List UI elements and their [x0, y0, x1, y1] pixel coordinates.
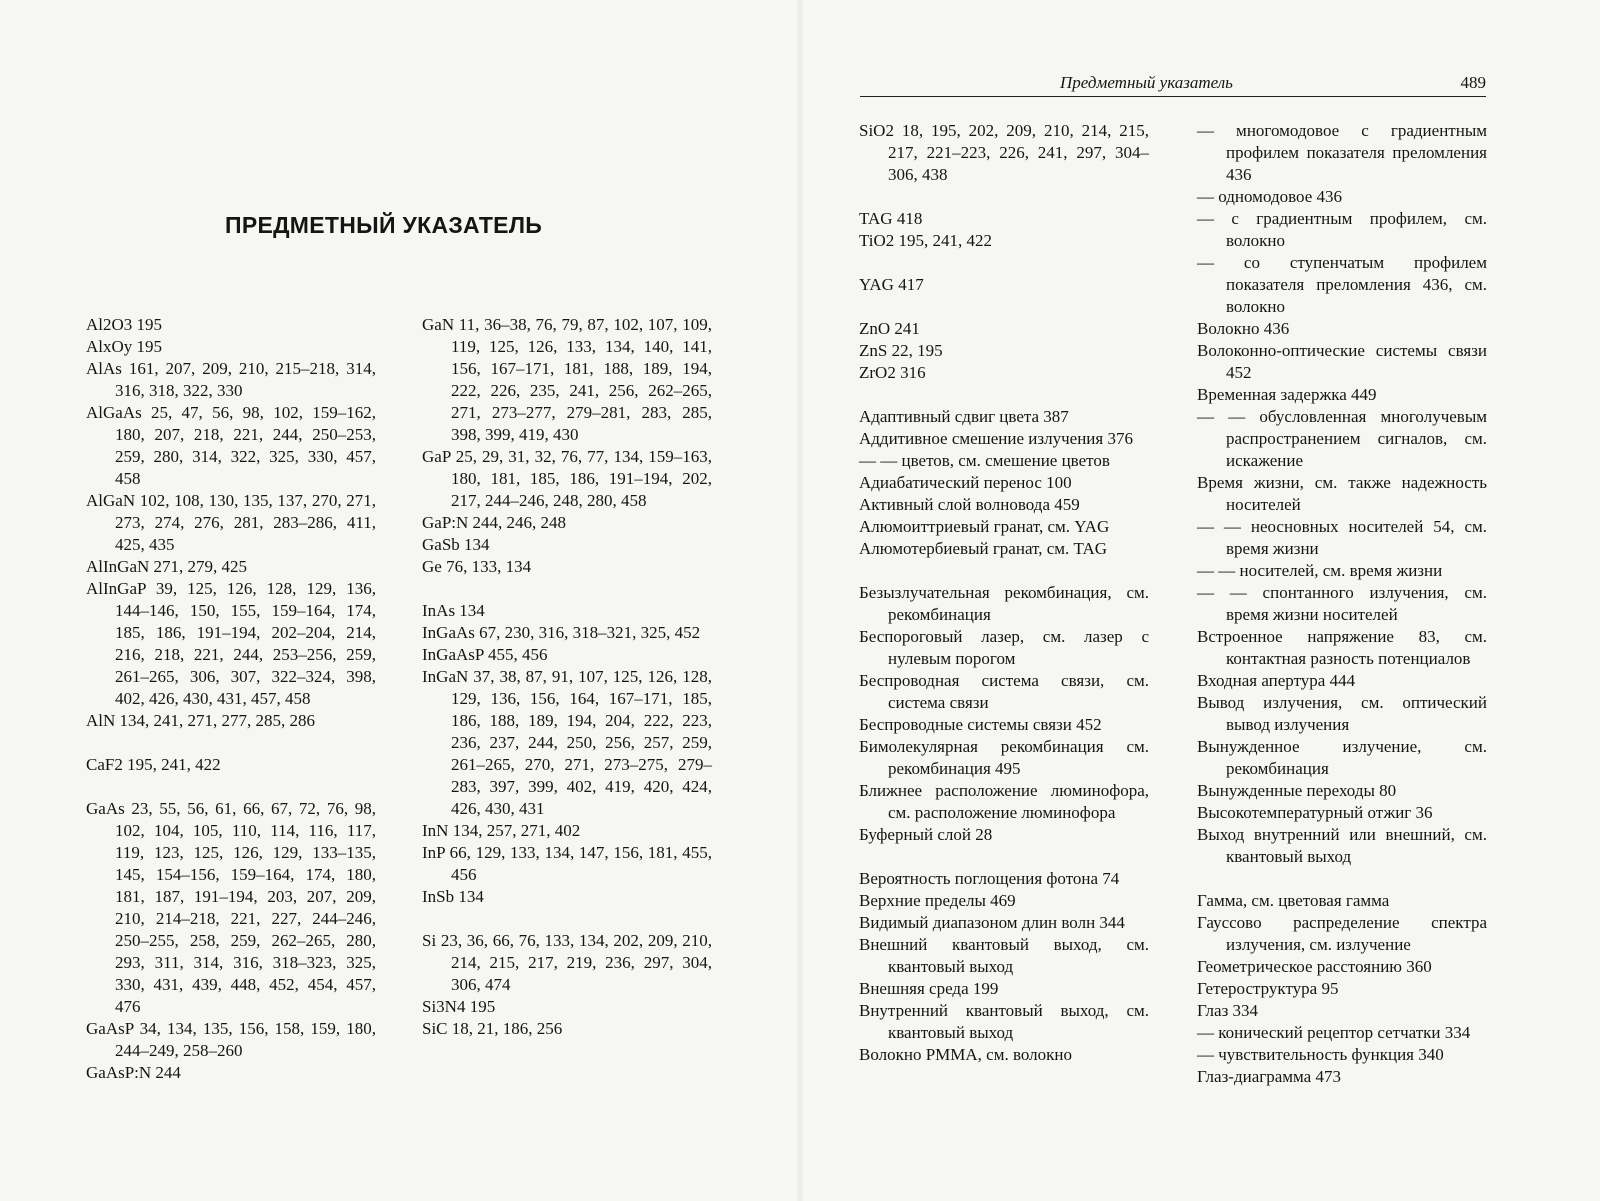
index-entry: Время жизни, см. также надежность носителей — [1197, 473, 1487, 514]
left-column-1 — [86, 314, 376, 1084]
section-gap — [422, 908, 712, 930]
index-entry: Гауссово распределение спектра излучения, см. излучение — [1197, 913, 1487, 954]
index-entry: Безызлучательная рекомбинация, см. рекомбинация — [859, 583, 1149, 624]
index-entry: Встроенное напряжение 83, см. контактная разность потенциалов — [1197, 627, 1487, 668]
index-entry: TAG 418 — [859, 209, 923, 228]
index-entry: Бимолекулярная рекомбинация см. рекомбинация 495 — [859, 737, 1149, 778]
section-gap — [859, 560, 1149, 582]
index-entry: InGaN 37, 38, 87, 91, 107, 125, 126, 128, 129, 136, 156, 164, 167–171, 185, 186, 188, 189, 194, 204, 222, 223, 236, 237, 244, 250, 256, 257, 259, 261–265, 270, 271, 273–275, 279–283, 397, 399, 402, 419, 420, 424, 426, 430, 431 — [422, 667, 712, 818]
index-entry: InSb 134 — [422, 887, 484, 906]
index-entry: Ближнее расположение люминофора, см. расположение люминофора — [859, 781, 1149, 822]
section-gap — [1197, 868, 1487, 890]
index-entry: Волокно 436 — [1197, 319, 1290, 338]
index-entry: AlxOy 195 — [86, 337, 163, 356]
section-gap — [86, 732, 376, 754]
index-entry: AlAs 161, 207, 209, 210, 215–218, 314, 316, 318, 322, 330 — [86, 359, 376, 400]
index-entry: — одномодовое 436 — [1197, 187, 1343, 206]
section-gap — [859, 186, 1149, 208]
index-entry: Видимый диапазоном длин волн 344 — [859, 913, 1125, 932]
index-entry: InP 66, 129, 133, 134, 147, 156, 181, 455, 456 — [422, 843, 712, 884]
index-entry: Вероятность поглощения фотона 74 — [859, 869, 1120, 888]
index-entry: Беспроводная система связи, см. система связи — [859, 671, 1149, 712]
index-entry: SiO2 18, 195, 202, 209, 210, 214, 215, 217, 221–223, 226, 241, 297, 304–306, 438 — [859, 121, 1149, 184]
index-entry: — чувствительность функция 340 — [1197, 1045, 1444, 1064]
index-entry: Верхние пределы 469 — [859, 891, 1016, 910]
section-gap — [86, 776, 376, 798]
index-entry: Si 23, 36, 66, 76, 133, 134, 202, 209, 210, 214, 215, 217, 219, 236, 297, 304, 306, 474 — [422, 931, 712, 994]
running-header-title: Предметный указатель — [1060, 73, 1233, 92]
index-entry: GaAsP 34, 134, 135, 156, 158, 159, 180, 244–249, 258–260 — [86, 1019, 376, 1060]
index-entry: Беспроводные системы связи 452 — [859, 715, 1102, 734]
right-page — [800, 0, 1600, 1201]
index-entry: Внутренний квантовый выход, см. квантовый выход — [859, 1001, 1149, 1042]
index-entry: ZnO 241 — [859, 319, 920, 338]
section-gap — [422, 578, 712, 600]
index-entry: Высокотемпературный отжиг 36 — [1197, 803, 1433, 822]
index-entry: Внешняя среда 199 — [859, 979, 999, 998]
index-entry: — — носителей, см. время жизни — [1197, 561, 1443, 580]
running-header — [860, 72, 1486, 97]
index-entry: AlN 134, 241, 271, 277, 285, 286 — [86, 711, 316, 730]
page-number: 489 — [1460, 73, 1486, 92]
index-entry: Ge 76, 133, 134 — [422, 557, 532, 576]
index-entry: Алюмоиттриевый гранат, см. YAG — [859, 517, 1110, 536]
index-entry: Адаптивный сдвиг цвета 387 — [859, 407, 1069, 426]
index-entry: Геометрическое расстоянию 360 — [1197, 957, 1432, 976]
section-gap — [859, 252, 1149, 274]
index-entry: Вынужденное излучение, см. рекомбинация — [1197, 737, 1487, 778]
index-entry: AlGaN 102, 108, 130, 135, 137, 270, 271, 273, 274, 276, 281, 283–286, 411, 425, 435 — [86, 491, 376, 554]
index-entry: Алюмотербиевый гранат, см. TAG — [859, 539, 1108, 558]
index-entry: SiC 18, 21, 186, 256 — [422, 1019, 563, 1038]
index-entry: Беспороговый лазер, см. лазер с нулевым порогом — [859, 627, 1149, 668]
index-entry: Волокно PMMA, см. волокно — [859, 1045, 1072, 1064]
index-entry: GaSb 134 — [422, 535, 490, 554]
index-entry: InN 134, 257, 271, 402 — [422, 821, 581, 840]
section-gap — [859, 846, 1149, 868]
index-entry: InGaAs 67, 230, 316, 318–321, 325, 452 — [422, 623, 701, 642]
right-column-2 — [1197, 120, 1487, 1088]
index-entry: Входная апертура 444 — [1197, 671, 1356, 690]
index-entry: InGaAsP 455, 456 — [422, 645, 548, 664]
index-entry: GaP:N 244, 246, 248 — [422, 513, 567, 532]
index-entry: — — обусловленная многолучевым распространением сигналов, см. искажение — [1197, 407, 1487, 470]
index-entry: InAs 134 — [422, 601, 485, 620]
index-entry: AlInGaN 271, 279, 425 — [86, 557, 248, 576]
index-entry: — — спонтанного излучения, см. время жизни носителей — [1197, 583, 1487, 624]
index-entry: GaAsP:N 244 — [86, 1063, 181, 1082]
index-entry: CaF2 195, 241, 422 — [86, 755, 221, 774]
index-entry: — многомодовое с градиентным профилем показателя преломления 436 — [1197, 121, 1487, 184]
index-entry: — — неосновных носителей 54, см. время жизни — [1197, 517, 1487, 558]
index-entry: GaN 11, 36–38, 76, 79, 87, 102, 107, 109, 119, 125, 126, 133, 134, 140, 141, 156, 167–171, 181, 188, 189, 194, 222, 226, 235, 241, 256, 262–265, 271, 273–277, 279–281, 283, 285, 398, 399, 419, 430 — [422, 315, 712, 444]
index-entry: ZrO2 316 — [859, 363, 926, 382]
index-entry: Аддитивное смешение излучения 376 — [859, 429, 1133, 448]
index-title: ПРЕДМЕТНЫЙ УКАЗАТЕЛЬ — [225, 212, 543, 238]
index-entry: Выход внутренний или внешний, см. квантовый выход — [1197, 825, 1487, 866]
index-entry: Временная задержка 449 — [1197, 385, 1377, 404]
index-entry: GaAs 23, 55, 56, 61, 66, 67, 72, 76, 98, 102, 104, 105, 110, 114, 116, 117, 119, 123, 125, 126, 129, 133–135, 145, 154–156, 159–164, 174, 180, 181, 187, 191–194, 203, 207, 209, 210, 214–218, 221, 227, 244–246, 250–255, 258, 259, 262–265, 280, 293, 311, 314, 316, 318–323, 325, 330, 431, 439, 448, 452, 454, 457, 476 — [86, 799, 376, 1016]
index-entry: — с градиентным профилем, см. волокно — [1197, 209, 1487, 250]
index-entry: GaP 25, 29, 31, 32, 76, 77, 134, 159–163, 180, 181, 185, 186, 191–194, 202, 217, 244–246, 248, 280, 458 — [422, 447, 712, 510]
right-column-1 — [859, 120, 1149, 1066]
index-entry: — со ступенчатым профилем показателя преломления 436, см. волокно — [1197, 253, 1487, 316]
index-entry: Внешний квантовый выход, см. квантовый выход — [859, 935, 1149, 976]
index-entry: Si3N4 195 — [422, 997, 496, 1016]
index-entry: — — цветов, см. смешение цветов — [859, 451, 1110, 470]
left-column-2 — [422, 314, 712, 1040]
index-entry: Вывод излучения, см. оптический вывод излучения — [1197, 693, 1487, 734]
index-entry: Глаз 334 — [1197, 1001, 1259, 1020]
index-entry: TiO2 195, 241, 422 — [859, 231, 993, 250]
index-entry: Al2O3 195 — [86, 315, 163, 334]
index-entry: AlGaAs 25, 47, 56, 98, 102, 159–162, 180, 207, 218, 221, 244, 250–253, 259, 280, 314, 322, 325, 330, 457, 458 — [86, 403, 376, 488]
section-gap — [859, 296, 1149, 318]
index-entry: Волоконно-оптические системы связи 452 — [1197, 341, 1487, 382]
index-entry: — конический рецептор сетчатки 334 — [1197, 1023, 1471, 1042]
index-entry: Буферный слой 28 — [859, 825, 993, 844]
index-entry: Глаз-диаграмма 473 — [1197, 1067, 1341, 1086]
section-gap — [859, 384, 1149, 406]
index-entry: Адиабатический перенос 100 — [859, 473, 1072, 492]
index-entry: YAG 417 — [859, 275, 924, 294]
index-entry: AlInGaP 39, 125, 126, 128, 129, 136, 144–146, 150, 155, 159–164, 174, 185, 186, 191–194, 202–204, 214, 216, 218, 221, 244, 253–256, 259, 261–265, 306, 307, 322–324, 398, 402, 426, 430, 431, 457, 458 — [86, 579, 376, 708]
index-entry: Гетероструктура 95 — [1197, 979, 1339, 998]
index-entry: Активный слой волновода 459 — [859, 495, 1080, 514]
index-entry: Гамма, см. цветовая гамма — [1197, 891, 1390, 910]
index-entry: Вынужденные переходы 80 — [1197, 781, 1397, 800]
index-entry: ZnS 22, 195 — [859, 341, 943, 360]
